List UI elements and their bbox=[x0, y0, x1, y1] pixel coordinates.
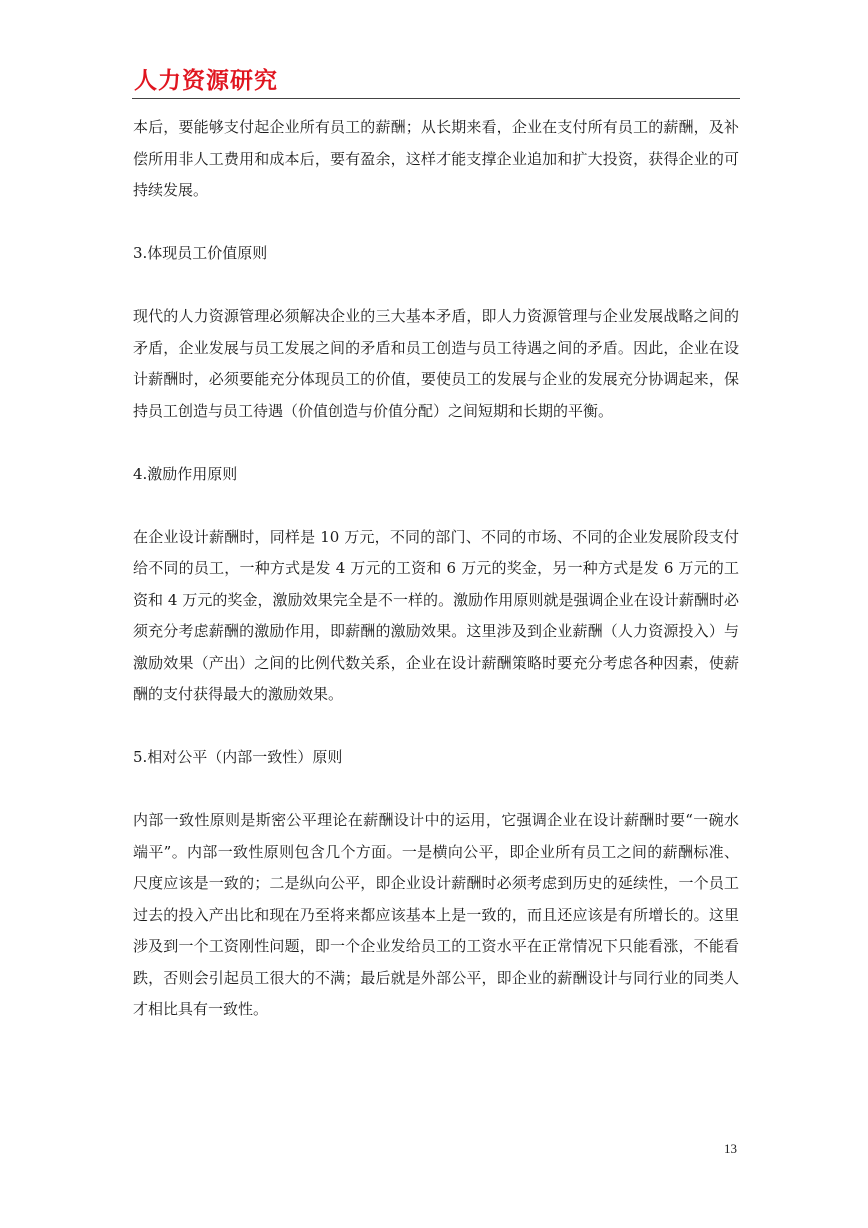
paragraph-gap bbox=[133, 270, 739, 302]
paragraph-gap bbox=[133, 774, 739, 806]
paragraph-section-5: 内部一致性原则是斯密公平理论在薪酬设计中的运用，它强调企业在设计薪酬时要“一碗水端平”。内部一致性原则包含几个方面。一是横向公平，即企业所有员工之间的薪酬标准、尺度应该是一致的；二是纵向公平，即企业设计薪酬时必须考虑到历史的延续性，一个员工过去的投入产出比和现在乃至将来都应该基本上是一致的，而且还应该是有所增长的。这里涉及到一个工资刚性问题，即一个企业发给员工的工资水平在正常情况下只能看涨，不能看跌，否则会引起员工很大的不满；最后就是外部公平，即企业的薪酬设计与同行业的同类人才相比具有一致性。 bbox=[133, 811, 739, 1018]
paragraph-gap bbox=[133, 207, 739, 239]
section-heading-4: 4.激励作用原则 bbox=[133, 464, 238, 483]
page-number: 13 bbox=[724, 1141, 737, 1156]
page-header bbox=[132, 58, 740, 99]
paragraph-section-3: 现代的人力资源管理必须解决企业的三大基本矛盾，即人力资源管理与企业发展战略之间的矛盾，企业发展与员工发展之间的矛盾和员工创造与员工待遇之间的矛盾。因此，企业在设计薪酬时，必须要能充分体现员工的价值，要使员工的发展与企业的发展充分协调起来，保持员工创造与员工待遇（价值创造与价值分配）之间短期和长期的平衡。 bbox=[133, 307, 739, 420]
paragraph-gap bbox=[133, 490, 739, 522]
header-title: 人力资源研究 bbox=[134, 68, 278, 94]
paragraph-intro: 本后，要能够支付起企业所有员工的薪酬；从长期来看，企业在支付所有员工的薪酬，及补偿所用非人工费用和成本后，要有盈余，这样才能支撑企业追加和扩大投资，获得企业的可持续发展。 bbox=[133, 118, 739, 199]
paragraph-gap bbox=[133, 711, 739, 743]
section-heading-5: 5.相对公平（内部一致性）原则 bbox=[133, 748, 343, 766]
paragraph-gap bbox=[133, 427, 739, 459]
paragraph-section-4: 在企业设计薪酬时，同样是 10 万元，不同的部门、不同的市场、不同的企业发展阶段支付给不同的员工，一种方式是发 4 万元的工资和 6 万元的奖金，另一种方式是发 6 万元的工资和 4 万元的奖金，激励效果完全是不一样的。激励作用原则就是强调企业在设计薪酬时必须充分考虑薪酬的激励作用，即薪酬的激励效果。这里涉及到企业薪酬（人力资源投入）与激励效果（产出）之间的比例代数关系，企业在设计薪酬策略时要充分考虑各种因素，使薪酬的支付获得最大的激励效果。 bbox=[133, 527, 739, 703]
document-body bbox=[133, 112, 739, 1026]
section-heading-3: 3.体现员工价值原则 bbox=[133, 244, 268, 262]
